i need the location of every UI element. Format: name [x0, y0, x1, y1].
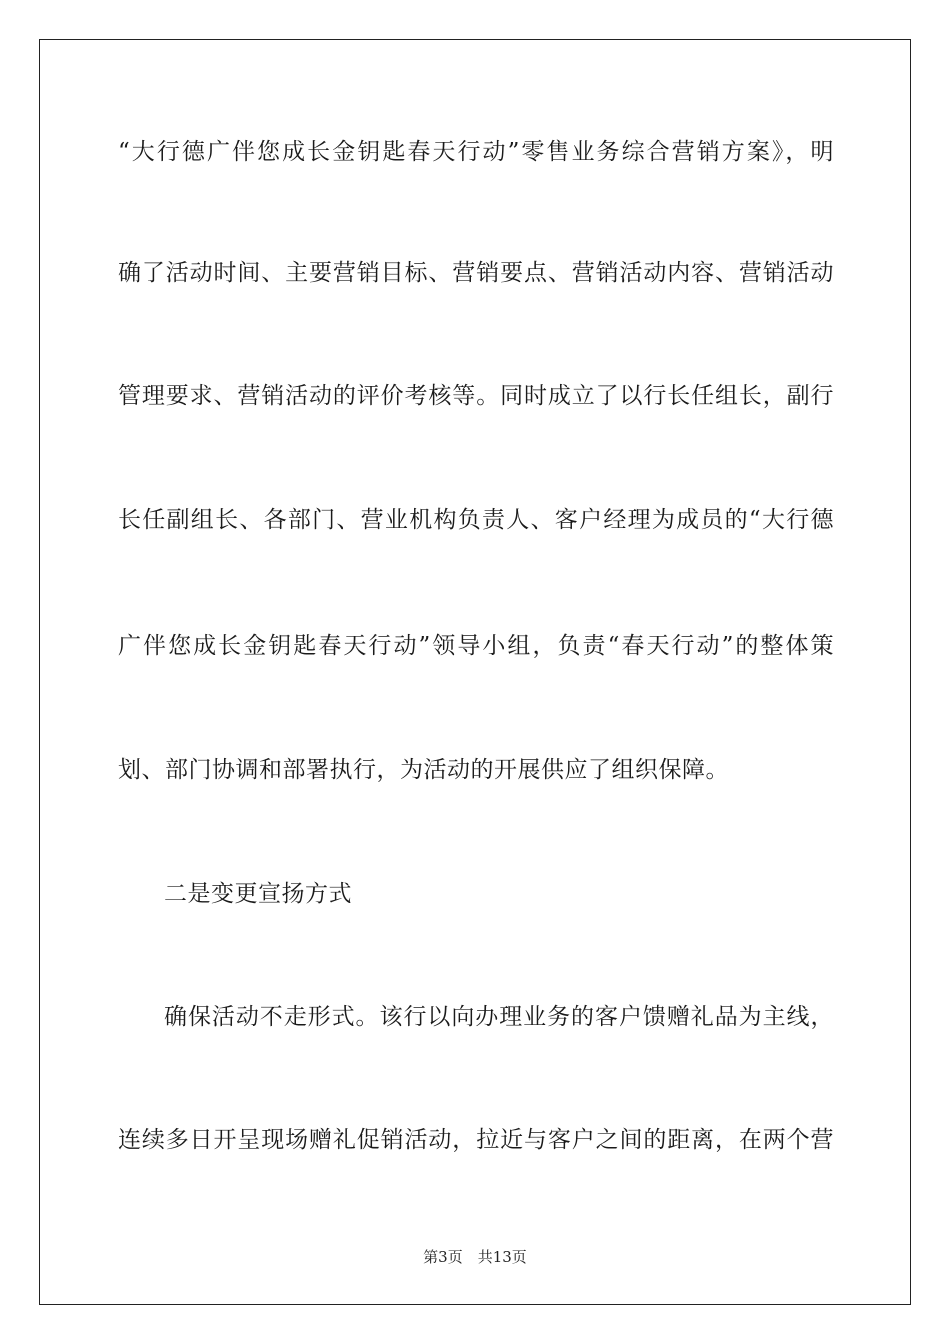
paragraph2-line-1: 确保活动不走形式。该行以向办理业务的客户馈赠礼品为主线，	[164, 1004, 834, 1030]
paragraph-line-1: “大行德广伴您成长金钥匙春天行动”零售业务综合营销方案》，明	[118, 139, 834, 165]
paragraph-line-4: 长任副组长、各部门、营业机构负责人、客户经理为成员的“大行德	[118, 507, 834, 533]
section-heading: 二是变更宣扬方式	[164, 881, 352, 907]
paragraph-line-5: 广伴您成长金钥匙春天行动”领导小组，负责“春天行动”的整体策	[118, 633, 834, 659]
paragraph-line-2: 确了活动时间、主要营销目标、营销要点、营销活动内容、营销活动	[118, 260, 834, 286]
paragraph-line-3: 管理要求、营销活动的评价考核等。同时成立了以行长任组长，副行	[118, 383, 834, 409]
paragraph-line-6: 划、部门协调和部署执行，为活动的开展供应了组织保障。	[118, 757, 729, 783]
paragraph2-line-2: 连续多日开呈现场赠礼促销活动，拉近与客户之间的距离，在两个营	[118, 1127, 834, 1153]
page-number-footer: 第3页 共13页	[423, 1248, 527, 1266]
page-border	[39, 39, 911, 1305]
